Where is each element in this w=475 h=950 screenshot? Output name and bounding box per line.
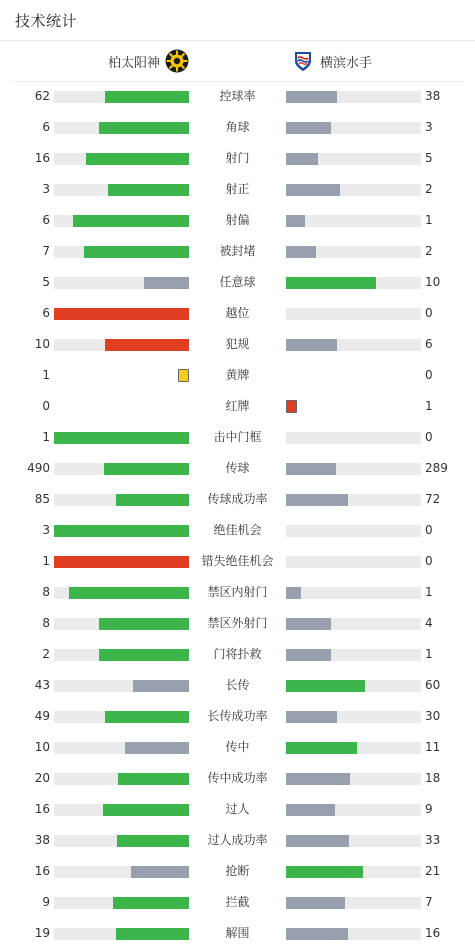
home-stat-bar-fill (54, 432, 189, 444)
stat-label: 过人成功率 (207, 833, 268, 847)
stat-label: 射门 (225, 151, 250, 165)
home-stat-bar (54, 153, 189, 165)
away-stat-value: 289 (425, 461, 448, 475)
away-stat-value: 2 (425, 244, 433, 258)
away-stat-bar (286, 494, 421, 506)
away-stat-bar-fill (286, 928, 348, 940)
away-stat-value: 4 (425, 616, 433, 630)
away-stat-value: 10 (425, 275, 441, 289)
away-stat-bar-fill (286, 153, 318, 165)
stat-row (0, 205, 475, 236)
home-stat-value: 62 (34, 89, 50, 103)
home-stat-value: 6 (42, 306, 50, 320)
away-stat-bar (286, 122, 421, 134)
home-stat-bar (54, 494, 189, 506)
home-stat-value: 19 (34, 926, 50, 940)
stat-row (0, 794, 475, 825)
stat-row (0, 267, 475, 298)
home-stat-value: 8 (42, 585, 50, 599)
home-stat-bar-fill (116, 494, 189, 506)
home-stat-bar (54, 556, 189, 568)
away-stat-bar-fill (286, 339, 337, 351)
stat-row (0, 329, 475, 360)
home-stat-value: 43 (34, 678, 50, 692)
home-stat-bar-fill (99, 122, 189, 134)
away-stat-bar (286, 308, 421, 320)
home-stat-value: 1 (42, 368, 50, 382)
away-stat-bar-fill (286, 122, 331, 134)
stat-label: 任意球 (219, 275, 256, 289)
away-stat-bar-fill (286, 184, 340, 196)
away-stat-bar-fill (286, 742, 357, 754)
stat-label: 击中门框 (213, 430, 262, 444)
away-stat-bar (286, 432, 421, 444)
home-stat-bar (54, 463, 189, 475)
away-stat-value: 60 (425, 678, 441, 692)
home-stat-value: 6 (42, 120, 50, 134)
stat-label: 错失绝佳机会 (201, 554, 274, 568)
home-stat-bar-fill (113, 897, 189, 909)
home-stat-bar (54, 339, 189, 351)
stat-row (0, 577, 475, 608)
stat-row (0, 422, 475, 453)
away-stat-bar (286, 246, 421, 258)
home-stat-bar (54, 184, 189, 196)
home-stat-value: 8 (42, 616, 50, 630)
stat-label: 绝佳机会 (213, 523, 262, 537)
away-stat-value: 5 (425, 151, 433, 165)
home-stat-bar-fill (99, 649, 189, 661)
home-stat-bar-fill (54, 525, 189, 537)
away-stat-value: 9 (425, 802, 433, 816)
stat-row (0, 701, 475, 732)
away-stat-bar-fill (286, 618, 331, 630)
stat-row (0, 484, 475, 515)
home-stat-bar (54, 835, 189, 847)
home-stat-bar-fill (103, 804, 189, 816)
home-stat-bar (54, 91, 189, 103)
home-stat-bar (54, 277, 189, 289)
away-stat-bar-fill (286, 680, 365, 692)
away-stat-bar (286, 91, 421, 103)
home-stat-value: 10 (34, 740, 50, 754)
stat-label: 拦截 (225, 895, 250, 909)
home-stat-bar-fill (116, 928, 189, 940)
yokohama-marinos-crest-icon[interactable] (291, 49, 315, 73)
away-stat-value: 1 (425, 399, 433, 413)
stat-label: 被封堵 (219, 244, 256, 258)
stat-row (0, 236, 475, 267)
stat-label: 射正 (225, 182, 250, 196)
away-stat-bar-fill (286, 649, 331, 661)
home-stat-value: 0 (42, 399, 50, 413)
away-stat-bar (286, 773, 421, 785)
home-stat-bar (54, 928, 189, 940)
stat-row (0, 143, 475, 174)
stat-label: 过人 (225, 802, 250, 816)
away-stat-bar-fill (286, 897, 345, 909)
home-stat-bar (54, 742, 189, 754)
home-stat-bar-fill (105, 339, 189, 351)
away-stat-bar (286, 556, 421, 568)
home-stat-value: 38 (34, 833, 50, 847)
stat-row (0, 81, 475, 112)
away-stat-bar (286, 742, 421, 754)
away-stat-bar-fill (286, 773, 350, 785)
stat-label: 禁区外射门 (207, 616, 268, 630)
away-team-name[interactable]: 横滨水手 (320, 56, 373, 71)
home-stat-value: 16 (34, 802, 50, 816)
away-stat-bar (286, 153, 421, 165)
away-stat-bar-fill (286, 91, 337, 103)
away-stat-value: 0 (425, 368, 433, 382)
away-stat-bar (286, 184, 421, 196)
away-stat-bar (286, 525, 421, 537)
home-stat-bar (54, 649, 189, 661)
stat-label: 红牌 (225, 399, 250, 413)
home-stat-value: 1 (42, 554, 50, 568)
stat-label: 传中 (225, 740, 250, 754)
home-stat-bar (54, 432, 189, 444)
stat-label: 长传成功率 (207, 709, 268, 723)
away-stat-value: 21 (425, 864, 441, 878)
home-stat-bar (54, 215, 189, 227)
away-stat-bar (286, 339, 421, 351)
home-stat-bar (54, 308, 189, 320)
stat-row (0, 639, 475, 670)
away-stat-bar (286, 928, 421, 940)
stat-row (0, 608, 475, 639)
home-team-name[interactable]: 柏太阳神 (107, 56, 160, 71)
home-stat-bar-fill (104, 463, 189, 475)
home-stat-bar (54, 773, 189, 785)
away-stat-bar-fill (286, 804, 335, 816)
teams-bar (0, 41, 475, 81)
away-stat-value: 18 (425, 771, 441, 785)
away-stat-bar (286, 680, 421, 692)
home-stat-value: 2 (42, 647, 50, 661)
home-stat-value: 85 (34, 492, 50, 506)
page-title: 技术统计 (15, 12, 78, 30)
home-stat-value: 3 (42, 523, 50, 537)
kashiwa-reysol-crest-icon[interactable] (165, 49, 189, 73)
home-stat-value: 16 (34, 864, 50, 878)
home-stat-bar-fill (144, 277, 189, 289)
stat-row (0, 732, 475, 763)
away-stat-bar (286, 277, 421, 289)
stat-row (0, 856, 475, 887)
away-stat-bar-fill (286, 711, 337, 723)
away-stat-value: 16 (425, 926, 441, 940)
stat-label: 门将扑救 (213, 647, 262, 661)
home-stat-bar-fill (84, 246, 189, 258)
home-stat-bar-fill (133, 680, 189, 692)
home-stat-bar (54, 122, 189, 134)
away-stat-bar (286, 587, 421, 599)
home-stat-bar (54, 804, 189, 816)
home-stat-bar-fill (69, 587, 189, 599)
home-stat-value: 1 (42, 430, 50, 444)
home-stat-bar (54, 246, 189, 258)
home-stat-value: 9 (42, 895, 50, 909)
page-header (0, 0, 475, 41)
home-stat-bar-fill (131, 866, 189, 878)
away-stat-bar (286, 804, 421, 816)
home-stat-bar (54, 618, 189, 630)
away-stat-value: 0 (425, 554, 433, 568)
away-stat-bar-fill (286, 587, 301, 599)
home-stat-bar-fill (54, 556, 189, 568)
away-stat-value: 72 (425, 492, 441, 506)
home-stat-bar-fill (86, 153, 189, 165)
stat-label: 传中成功率 (207, 771, 268, 785)
home-stat-bar (54, 897, 189, 909)
stat-label: 禁区内射门 (207, 585, 268, 599)
away-stat-value: 1 (425, 647, 433, 661)
stat-label: 传球成功率 (207, 492, 268, 506)
home-stat-bar-fill (54, 308, 189, 320)
away-stat-value: 33 (425, 833, 441, 847)
away-stat-value: 38 (425, 89, 441, 103)
stat-label: 传球 (225, 461, 250, 475)
stat-row (0, 453, 475, 484)
home-stat-bar-fill (125, 742, 189, 754)
away-stat-bar (286, 649, 421, 661)
away-stat-value: 1 (425, 585, 433, 599)
stat-row (0, 112, 475, 143)
stat-row (0, 763, 475, 794)
away-stat-bar-fill (286, 835, 349, 847)
home-stat-bar-fill (105, 711, 189, 723)
stat-label: 犯规 (225, 337, 250, 351)
away-stat-bar (286, 897, 421, 909)
away-stat-bar-fill (286, 463, 336, 475)
stat-label: 射偏 (225, 213, 250, 227)
away-stat-bar-fill (286, 277, 376, 289)
home-stat-value: 3 (42, 182, 50, 196)
away-stat-bar (286, 215, 421, 227)
away-stat-bar (286, 463, 421, 475)
stat-row (0, 391, 475, 422)
stat-label: 越位 (225, 306, 250, 320)
stat-row (0, 546, 475, 577)
stat-label: 抢断 (225, 864, 250, 878)
home-stat-bar-fill (73, 215, 189, 227)
home-stat-bar-fill (99, 618, 189, 630)
home-stat-bar-fill (118, 773, 189, 785)
away-stat-value: 6 (425, 337, 433, 351)
home-stat-value: 49 (34, 709, 50, 723)
away-stat-value: 0 (425, 523, 433, 537)
away-stat-bar (286, 866, 421, 878)
home-stat-bar (54, 680, 189, 692)
stat-label: 解围 (225, 926, 250, 940)
away-stat-bar (286, 618, 421, 630)
stat-label: 角球 (225, 120, 250, 134)
yellow-card-icon (178, 369, 189, 382)
home-stat-value: 490 (27, 461, 50, 475)
away-stat-value: 30 (425, 709, 441, 723)
away-stat-bar-fill (286, 246, 316, 258)
home-stat-value: 10 (34, 337, 50, 351)
home-stat-bar (54, 587, 189, 599)
home-stat-value: 16 (34, 151, 50, 165)
away-stat-bar-fill (286, 494, 348, 506)
away-stat-value: 0 (425, 430, 433, 444)
away-stat-value: 11 (425, 740, 441, 754)
away-stat-value: 7 (425, 895, 433, 909)
away-stat-bar-fill (286, 866, 363, 878)
away-stat-bar (286, 835, 421, 847)
stat-row (0, 825, 475, 856)
away-stat-bar (286, 711, 421, 723)
stat-row (0, 360, 475, 391)
home-stat-bar (54, 711, 189, 723)
home-stat-value: 20 (34, 771, 50, 785)
away-stat-value: 1 (425, 213, 433, 227)
home-stat-bar (54, 866, 189, 878)
away-stat-value: 3 (425, 120, 433, 134)
red-card-icon (286, 400, 297, 413)
stat-label: 控球率 (219, 89, 256, 103)
away-stat-bar-fill (286, 215, 305, 227)
home-stat-value: 7 (42, 244, 50, 258)
stat-row (0, 670, 475, 701)
home-stat-bar-fill (108, 184, 189, 196)
home-stat-bar-fill (117, 835, 189, 847)
stat-row (0, 918, 475, 949)
home-stat-bar-fill (105, 91, 189, 103)
away-stat-value: 0 (425, 306, 433, 320)
stat-label: 黄牌 (225, 368, 250, 382)
home-stat-bar (54, 525, 189, 537)
stat-row (0, 887, 475, 918)
home-stat-value: 5 (42, 275, 50, 289)
stat-label: 长传 (225, 678, 250, 692)
home-stat-value: 6 (42, 213, 50, 227)
stat-row (0, 174, 475, 205)
away-stat-value: 2 (425, 182, 433, 196)
stat-row (0, 298, 475, 329)
stat-row (0, 515, 475, 546)
